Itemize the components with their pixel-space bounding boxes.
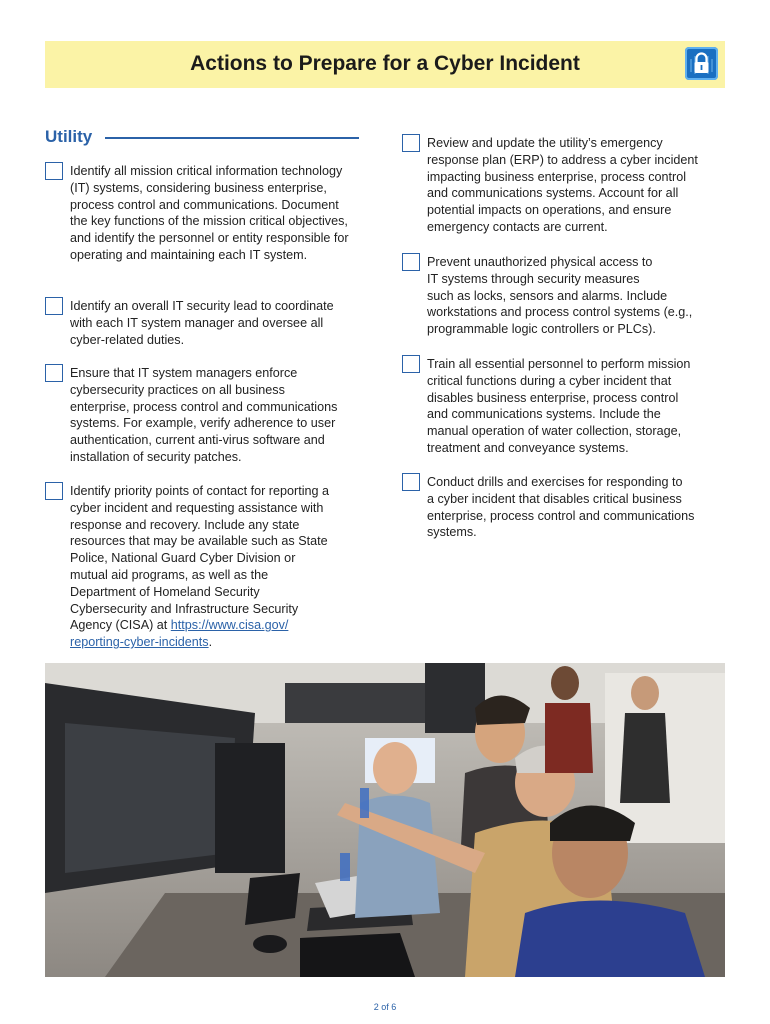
checkbox[interactable]	[45, 297, 63, 315]
checkbox[interactable]	[45, 162, 63, 180]
link-suffix: .	[208, 635, 213, 650]
section-rule	[105, 137, 359, 139]
checkbox[interactable]	[402, 134, 420, 152]
cyber-exercise-photo	[45, 663, 725, 977]
title-banner	[45, 41, 725, 88]
link-prefix: Agency (CISA) at	[70, 618, 171, 633]
checkbox[interactable]	[402, 473, 420, 491]
section-heading: Utility	[45, 127, 93, 146]
item-text: Review and update the utility’s emergency response plan (ERP) to address a cyber incident impacting business enterprise, process control and communications systems. Account for all potential impacts on operations, and ensure emergency contacts are current.	[427, 136, 698, 234]
cisa-link-continued[interactable]: reporting-cyber-incidents	[70, 635, 209, 650]
item-text: Conduct drills and exercises for responding to a cyber incident that disables critical business enterprise, process control and communications systems.	[427, 475, 695, 540]
item-text: Prevent unauthorized physical access to IT systems through security measures such as locks, sensors and alarms. Include workstations and process control systems (e.g., programmable logic controllers or PLCs).	[427, 255, 693, 337]
padlock-shield-icon	[685, 47, 718, 80]
item-text: Identify priority points of contact for reporting a cyber incident and requesting assistance with response and recovery. Include any state resources that may be available such as State Police, National Guard Cyber Division or mutual aid programs, as well as the Department of Homeland Security Cybersecurity and Infrastructure Security Agency (CISA) at https://www.cisa.gov/ reporting-cyber-incidents.	[70, 484, 330, 650]
item-text: Ensure that IT system managers enforce cybersecurity practices on all business enterprise, process control and communications systems. For example, verify adherence to user authentication, current anti-virus software and installation of security patches.	[70, 366, 338, 464]
cisa-link[interactable]: https://www.cisa.gov/	[170, 618, 289, 633]
checkbox[interactable]	[45, 482, 63, 500]
page-title: Actions to Prepare for a Cyber Incident	[190, 52, 580, 75]
checkbox[interactable]	[45, 364, 63, 382]
checkbox[interactable]	[402, 355, 420, 373]
item-text: Identify an overall IT security lead to coordinate with each IT system manager and oversee all cyber-related duties.	[70, 299, 334, 347]
page-number: 2 of 6	[373, 1002, 397, 1012]
item-text: Train all essential personnel to perform mission critical functions during a cyber incident that disables business enterprise, process control and communications systems. Include the manual operation of water collection, storage, treatment and conveyance systems.	[427, 357, 691, 455]
item-text: Identify all mission critical information technology (IT) systems, considering business enterprise, process control and communications. Document the key functions of the mission critical objectives, and identify the personnel or entity responsible for operating and maintaining each IT system.	[70, 164, 349, 262]
checkbox[interactable]	[402, 253, 420, 271]
